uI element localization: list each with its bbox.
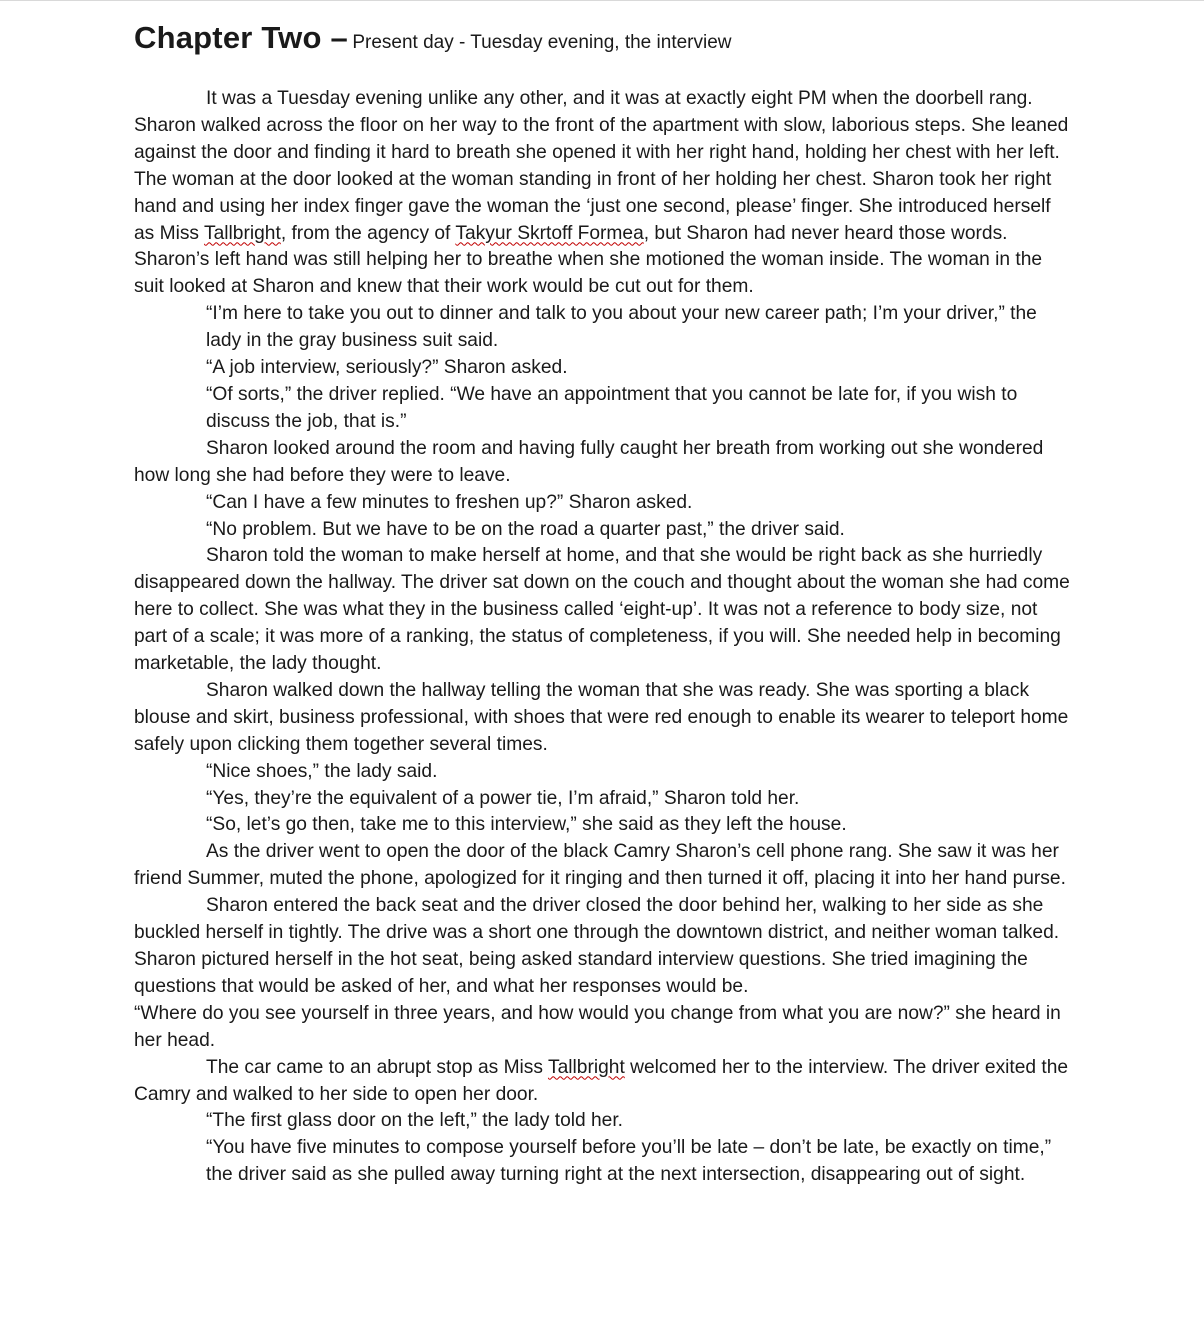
chapter-heading — [134, 20, 1074, 56]
text-run: “Can I have a few minutes to freshen up?” Sharon asked. — [206, 491, 693, 513]
text-run: “I’m here to take you out to dinner and talk to you about your new career path; I’m your driver,” the lady in the gray business suit said. — [206, 303, 1037, 352]
paragraph — [134, 678, 1074, 759]
paragraph — [134, 301, 1074, 355]
text-run: “Of sorts,” the driver replied. “We have an appointment that you cannot be late for, if you wish to discuss the job, that is.” — [206, 383, 1018, 432]
paragraph — [134, 1001, 1074, 1055]
paragraph — [134, 1135, 1074, 1189]
text-run: It was a Tuesday evening unlike any other, and it was at exactly eight PM when the doorbell rang. Sharon walked across the floor on her way to the front of the apartment with slow, laborious steps. She leaned against the door and finding it hard to breath she opened it with her right hand, holding her chest with her left. The woman at the door looked at the woman standing in front of her holding her chest. Sharon took her right hand and using her index finger gave the woman the ‘just one second, please’ finger. She introduced herself as Miss — [134, 88, 1069, 244]
paragraph — [134, 543, 1074, 678]
paragraph — [134, 786, 1074, 813]
text-run: “Yes, they’re the equivalent of a power tie, I’m afraid,” Sharon told her. — [206, 787, 800, 809]
paragraph — [134, 517, 1074, 544]
chapter-title: Chapter Two – — [134, 20, 348, 55]
paragraph — [134, 839, 1074, 893]
paragraph — [134, 382, 1074, 436]
text-run: , from the agency of — [280, 222, 456, 244]
text-run: Sharon walked down the hallway telling the woman that she was ready. She was sporting a black blouse and skirt, business professional, with shoes that were red enough to enable its wearer to teleport home safely upon clicking them together several times. — [134, 679, 1069, 755]
text-run: “No problem. But we have to be on the road a quarter past,” the driver said. — [206, 518, 845, 540]
text-run: The car came to an abrupt stop as Miss — [206, 1056, 548, 1078]
spellcheck-flagged-word: Takyur Skrtoff Formea — [455, 222, 644, 244]
text-run: As the driver went to open the door of the black Camry Sharon’s cell phone rang. She saw it was her friend Summer, muted the phone, apologized for it ringing and then turned it off, placing it into her hand purse. — [134, 841, 1066, 890]
paragraph — [134, 355, 1074, 382]
text-run: “You have five minutes to compose yourself before you’ll be late – don’t be late, be exactly on time,” the driver said as she pulled away turning right at the next intersection, disappearing out of sight. — [206, 1137, 1052, 1186]
paragraph — [134, 893, 1074, 1001]
text-run: “The first glass door on the left,” the lady told her. — [206, 1110, 624, 1132]
paragraph — [134, 1055, 1074, 1109]
paragraph — [134, 812, 1074, 839]
paragraph — [134, 436, 1074, 490]
document-body — [134, 86, 1074, 1189]
text-run: “Nice shoes,” the lady said. — [206, 760, 438, 782]
document-page — [134, 20, 1074, 1189]
spellcheck-flagged-word: Tallbright — [547, 1056, 625, 1078]
text-run: “A job interview, seriously?” Sharon asked. — [206, 357, 568, 379]
page-top-border — [0, 0, 1204, 1]
text-run: Sharon entered the back seat and the driver closed the door behind her, walking to her side as she buckled herself in tightly. The drive was a short one through the downtown district, and neither woman talked. Sharon pictured herself in the hot seat, being asked standard interview questions. She tried imagining the questions that would be asked of her, and what her responses would be. — [134, 895, 1060, 997]
paragraph — [134, 490, 1074, 517]
paragraph — [134, 759, 1074, 786]
text-run: Sharon looked around the room and having fully caught her breath from working out she wondered how long she had before they were to leave. — [134, 437, 1044, 486]
paragraph — [134, 86, 1074, 301]
text-run: Sharon told the woman to make herself at home, and that she would be right back as she hurriedly disappeared down the hallway. The driver sat down on the couch and thought about the woman she had come here to collect. She was what they in the business called ‘eight-up’. It was not a reference to body size, not part of a scale; it was more of a ranking, the status of completeness, if you will. She needed help in becoming marketable, the lady thought. — [134, 545, 1070, 675]
text-run: , but Sharon had never heard those words. Sharon’s left hand was still helping her to breathe when she motioned the woman inside. The woman in the suit looked at Sharon and knew that their work would be cut out for them. — [134, 222, 1043, 298]
text-run: “Where do you see yourself in three years, and how would you change from what you are now?” she heard in her head. — [134, 1002, 1061, 1051]
text-run: “So, let’s go then, take me to this interview,” she said as they left the house. — [206, 814, 847, 836]
chapter-subtitle: Present day - Tuesday evening, the interview — [352, 32, 732, 53]
spellcheck-flagged-word: Tallbright — [204, 222, 281, 244]
paragraph — [134, 1108, 1074, 1135]
text-run: welcomed her to the interview. The driver exited the Camry and walked to her side to open her door. — [134, 1056, 1069, 1105]
